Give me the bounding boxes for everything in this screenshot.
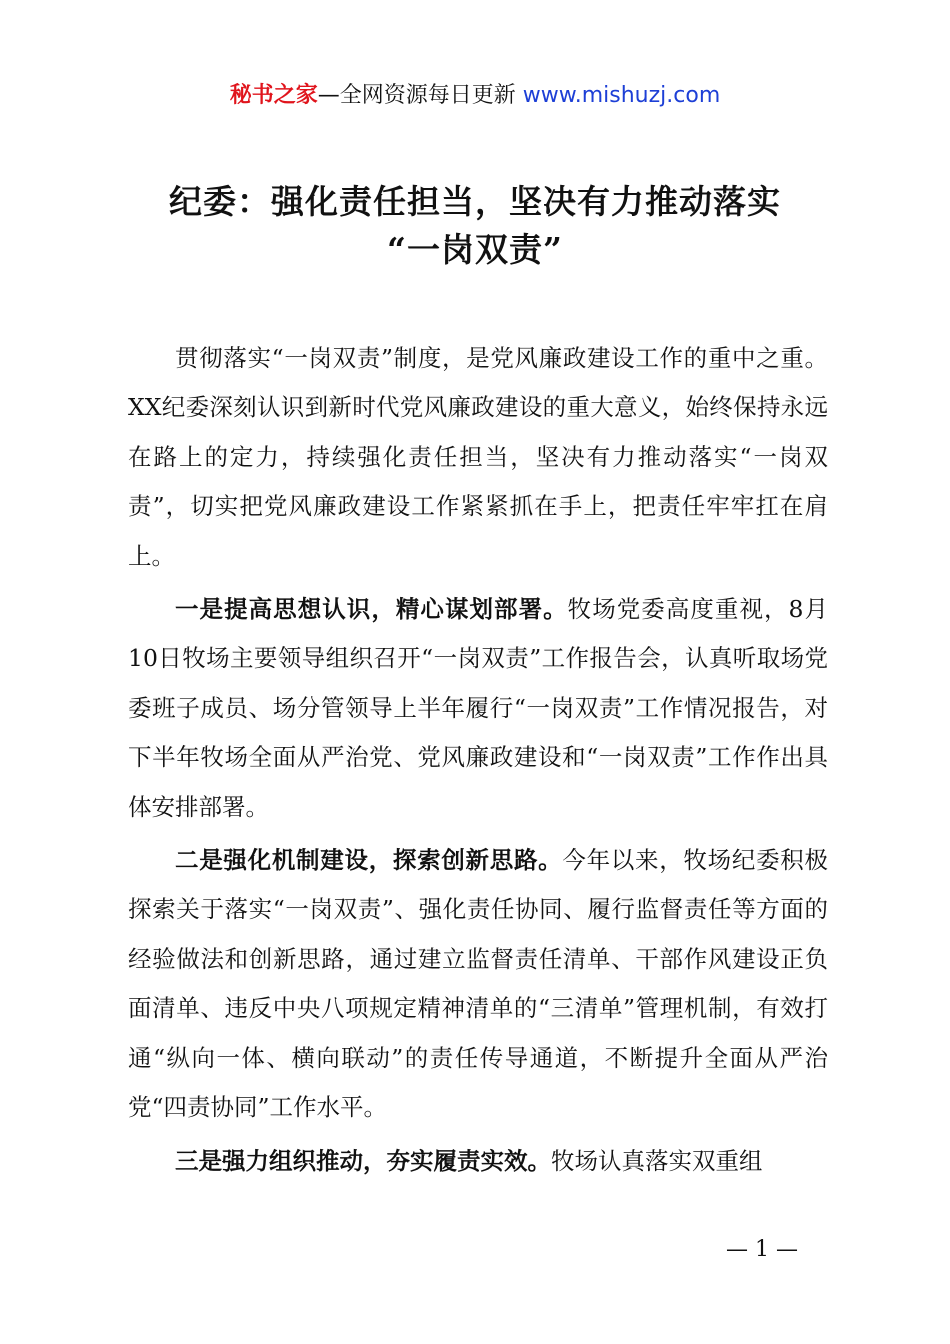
paragraph-text: 牧场认真落实双重组: [551, 1146, 763, 1175]
title-line-2: “一岗双责”: [387, 230, 563, 269]
site-header: [0, 80, 950, 112]
paragraph-lead: 二是强化机制建设，探索创新思路。: [175, 846, 563, 875]
header-slogan: —全网资源每日更新: [317, 83, 523, 108]
paragraph-text: 今年以来，牧场纪委积极探索关于落实“一岗双责”、强化责任协同、履行监督责任等方面的经验做法和创新思路，通过建立监督责任清单、干部作风建设正负面清单、违反中央八项规定精神清单的“三清单”管理机制，有效打通“纵向一体、横向联动”的责任传导通道，不断提升全面从严治党“四责协同”工作水平。: [128, 846, 829, 1122]
body-paragraph-2: [128, 836, 828, 1132]
site-url-link[interactable]: www.mishuzj.com: [522, 83, 721, 108]
body-paragraph-intro: [128, 334, 828, 581]
paragraph-lead: 一是提高思想认识，精心谋划部署。: [175, 595, 568, 624]
paragraph-text: 牧场党委高度重视，8月10日牧场主要领导组织召开“一岗双责”工作报告会，认真听取场党委班子成员、场分管领导上半年履行“一岗双责”工作情况报告，对下半年牧场全面从严治党、党风廉政建设和“一岗双责”工作作出具体安排部署。: [128, 595, 829, 821]
page-number: — 1 —: [726, 1237, 798, 1262]
document-body: [128, 334, 828, 1190]
body-paragraph-1: [128, 585, 828, 832]
brand-name: 秘书之家: [229, 83, 318, 108]
document-title: [0, 178, 950, 274]
title-line-1: 纪委：强化责任担当，坚决有力推动落实: [169, 182, 781, 221]
paragraph-text: 贯彻落实“一岗双责”制度，是党风廉政建设工作的重中之重。XX纪委深刻认识到新时代党风廉政建设的重大意义，始终保持永远在路上的定力，持续强化责任担当，坚决有力推动落实“一岗双责”，切实把党风廉政建设工作紧紧抓在手上，把责任牢牢扛在肩上。: [128, 344, 828, 570]
paragraph-lead: 三是强力组织推动，夯实履责实效。: [175, 1146, 551, 1175]
body-paragraph-3: [128, 1137, 828, 1186]
